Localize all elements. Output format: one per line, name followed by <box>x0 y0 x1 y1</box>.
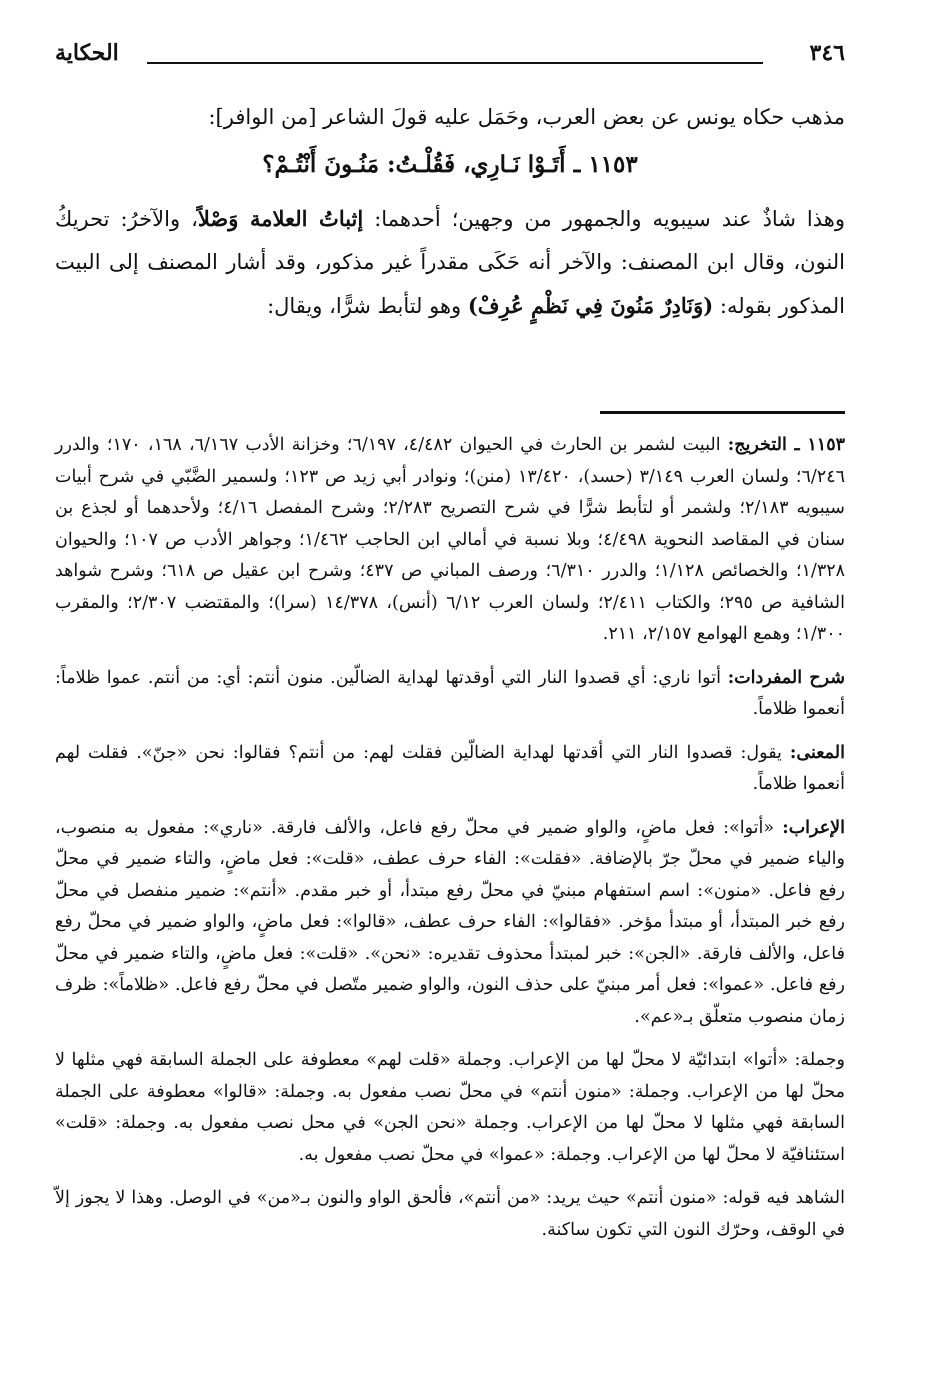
maana-label: المعنى: <box>789 742 845 763</box>
footnote-maana <box>55 738 845 801</box>
running-title: الحكاية <box>55 40 119 66</box>
para-bold-phrase: إثباتُ العلامة وَصْلاً <box>197 206 364 231</box>
header-rule <box>147 62 763 64</box>
footnote-separator <box>600 411 845 414</box>
maana-text: يقول: قصدوا النار التي أقدتها لهداية الضالّين فقلت لهم: من أنتم؟ فقالوا: نحن «جنّ». فقلت لهم أنعموا ظلاماً. <box>55 742 845 794</box>
takhrij-label: ١١٥٣ ـ التخريج: <box>727 435 846 455</box>
commentary-paragraph <box>55 197 845 328</box>
mufradat-text: أتوا ناري: أي قصدوا النار التي أوقدتها لهداية الضالّين. منون أنتم: أي: من أنتم. عموا ظلاماً: أنعموا ظلاماً. <box>55 667 845 719</box>
para-middle: ، والآخرُ: تحريكُ النون، وقال ابن المصنف: والآخر أنه حَكَى مقدراً غير مذكور، وقد أشار المصنف إلى البيت المذكور بقوله: <box>55 207 845 318</box>
footnote-irab <box>55 813 845 1034</box>
page-number: ٣٤٦ <box>809 40 845 66</box>
verse-1153: ١١٥٣ ـ أَتَـوْا نَـارِي، فَقُلْـتُ: مَنُـونَ أَنْتُـمْ؟ <box>262 151 638 178</box>
page-header <box>55 40 845 70</box>
irab-label: الإعراب: <box>782 817 845 838</box>
para-end: وهو لتأبط شرًّا، ويقال: <box>267 294 468 318</box>
footnote-shahid: الشاهد فيه قوله: «منون أنتم» حيث يريد: «من أنتم»، فألحق الواو والنون بـ«من» في الوصل. وهذا لا يجوز إلاّ في الوقف، وحرّك النون التي تكون ساكنة. <box>55 1188 845 1240</box>
takhrij-text: البيت لشمر بن الحارث في الحيوان ٤/٤٨٢، ٦/١٩٧؛ وخزانة الأدب ٦/١٦٧، ١٦٨، ١٧٠؛ والدرر ٦/٢٤٦؛ ولسان العرب ٣/١٤٩ (حسد)، ١٣/٤٢٠ (منن)؛ ونوادر أبي زيد ص ١٢٣؛ ولسمير الضَّبّي في شرح أبيات سيبويه ٢/١٨٣؛ ولشمر أو لتأبط شرًّا في شرح التصريح ٢/٢٨٣؛ وشرح المفصل ٤/١٦؛ ولأحدهما أو لجذع بن سنان في المقاصد النحوية ٤/٤٩٨؛ وبلا نسبة في أمالي ابن الحاجب ١/٤٦٢؛ وجواهر الأدب ص ١٠٧؛ والحيوان ١/٣٢٨؛ والخصائص ١/١٢٨؛ والدرر ٦/٣١٠؛ ورصف المباني ص ٤٣٧؛ وشرح ابن عقيل ص ٦١٨؛ وشرح شواهد الشافية ص ٢٩٥؛ والكتاب ٢/٤١١؛ ولسان العرب ٦/١٢ (أنس)، ١٤/٣٧٨ (سرا)؛ والمقتضب ٢/٣٠٧؛ والمقرب ١/٣٠٠؛ وهمع الهوامع ٢/١٥٧، ٢١١. <box>55 435 846 644</box>
alfiyya-quote: (وَنَادِرٌ مَنُونَ فِي نَظْمٍ عُرِفْ) <box>467 293 714 318</box>
irab-text: «أتوا»: فعل ماضٍ، والواو ضمير في محلّ رفع فاعل، والألف فارقة. «ناري»: مفعول به منصوب، والياء ضمير في محلّ جرّ بالإضافة. «فقلت»: الفاء حرف عطف، «قلت»: فعل ماضٍ، والتاء ضمير في محلّ رفع فاعل. «منون»: اسم استفهام مبنيّ في محلّ رفع مبتدأ، أو خبر مقدم. «أنتم»: ضمير منفصل في محلّ رفع خبر المبتدأ، أو مبتدأ مؤخر. «فقالوا»: الفاء حرف عطف، «قالوا»: فعل ماضٍ، والواو ضمير في محلّ رفع فاعل، والألف فارقة. «الجن»: خبر لمبتدأ محذوف تقديره: «نحن». «قلت»: فعل ماضٍ، والتاء ضمير في محلّ رفع فاعل. «عموا»: فعل أمر مبنيّ على حذف النون، والواو ضمير متّصل في محلّ رفع فاعل. «ظلاماً»: ظرف زمان منصوب متعلّق بـ«عم». <box>55 817 845 1027</box>
footnote-takhrij <box>55 430 845 651</box>
footnote-jumla: وجملة: «أتوا» ابتدائيّة لا محلّ لها من الإعراب. وجملة «قلت لهم» معطوفة على الجملة السابقة فهي مثلها لا محلّ لها من الإعراب. وجملة: «منون أنتم» في محلّ نصب مفعول به. وجملة: «قالوا» معطوفة على الجملة السابقة فهي مثلها لا محلّ لها من الإعراب. وجملة «نحن الجن» في محل نصب مفعول به. وجملة: «قلت» استئنافيّة لا محلّ لها من الإعراب. وجملة: «عموا» في محلّ نصب مفعول به. <box>55 1050 845 1165</box>
footnote-mufradat <box>55 663 845 726</box>
intro-line: مذهب حكاه يونس عن بعض العرب، وحَمَل عليه قولَ الشاعر [من الوافر]: <box>208 105 845 129</box>
footnotes <box>55 430 845 1246</box>
para-intro: وهذا شاذٌ عند سيبويه والجمهور من وجهين؛ أحدهما: <box>363 207 845 231</box>
mufradat-label: شرح المفردات: <box>727 667 846 688</box>
main-text <box>55 95 845 328</box>
